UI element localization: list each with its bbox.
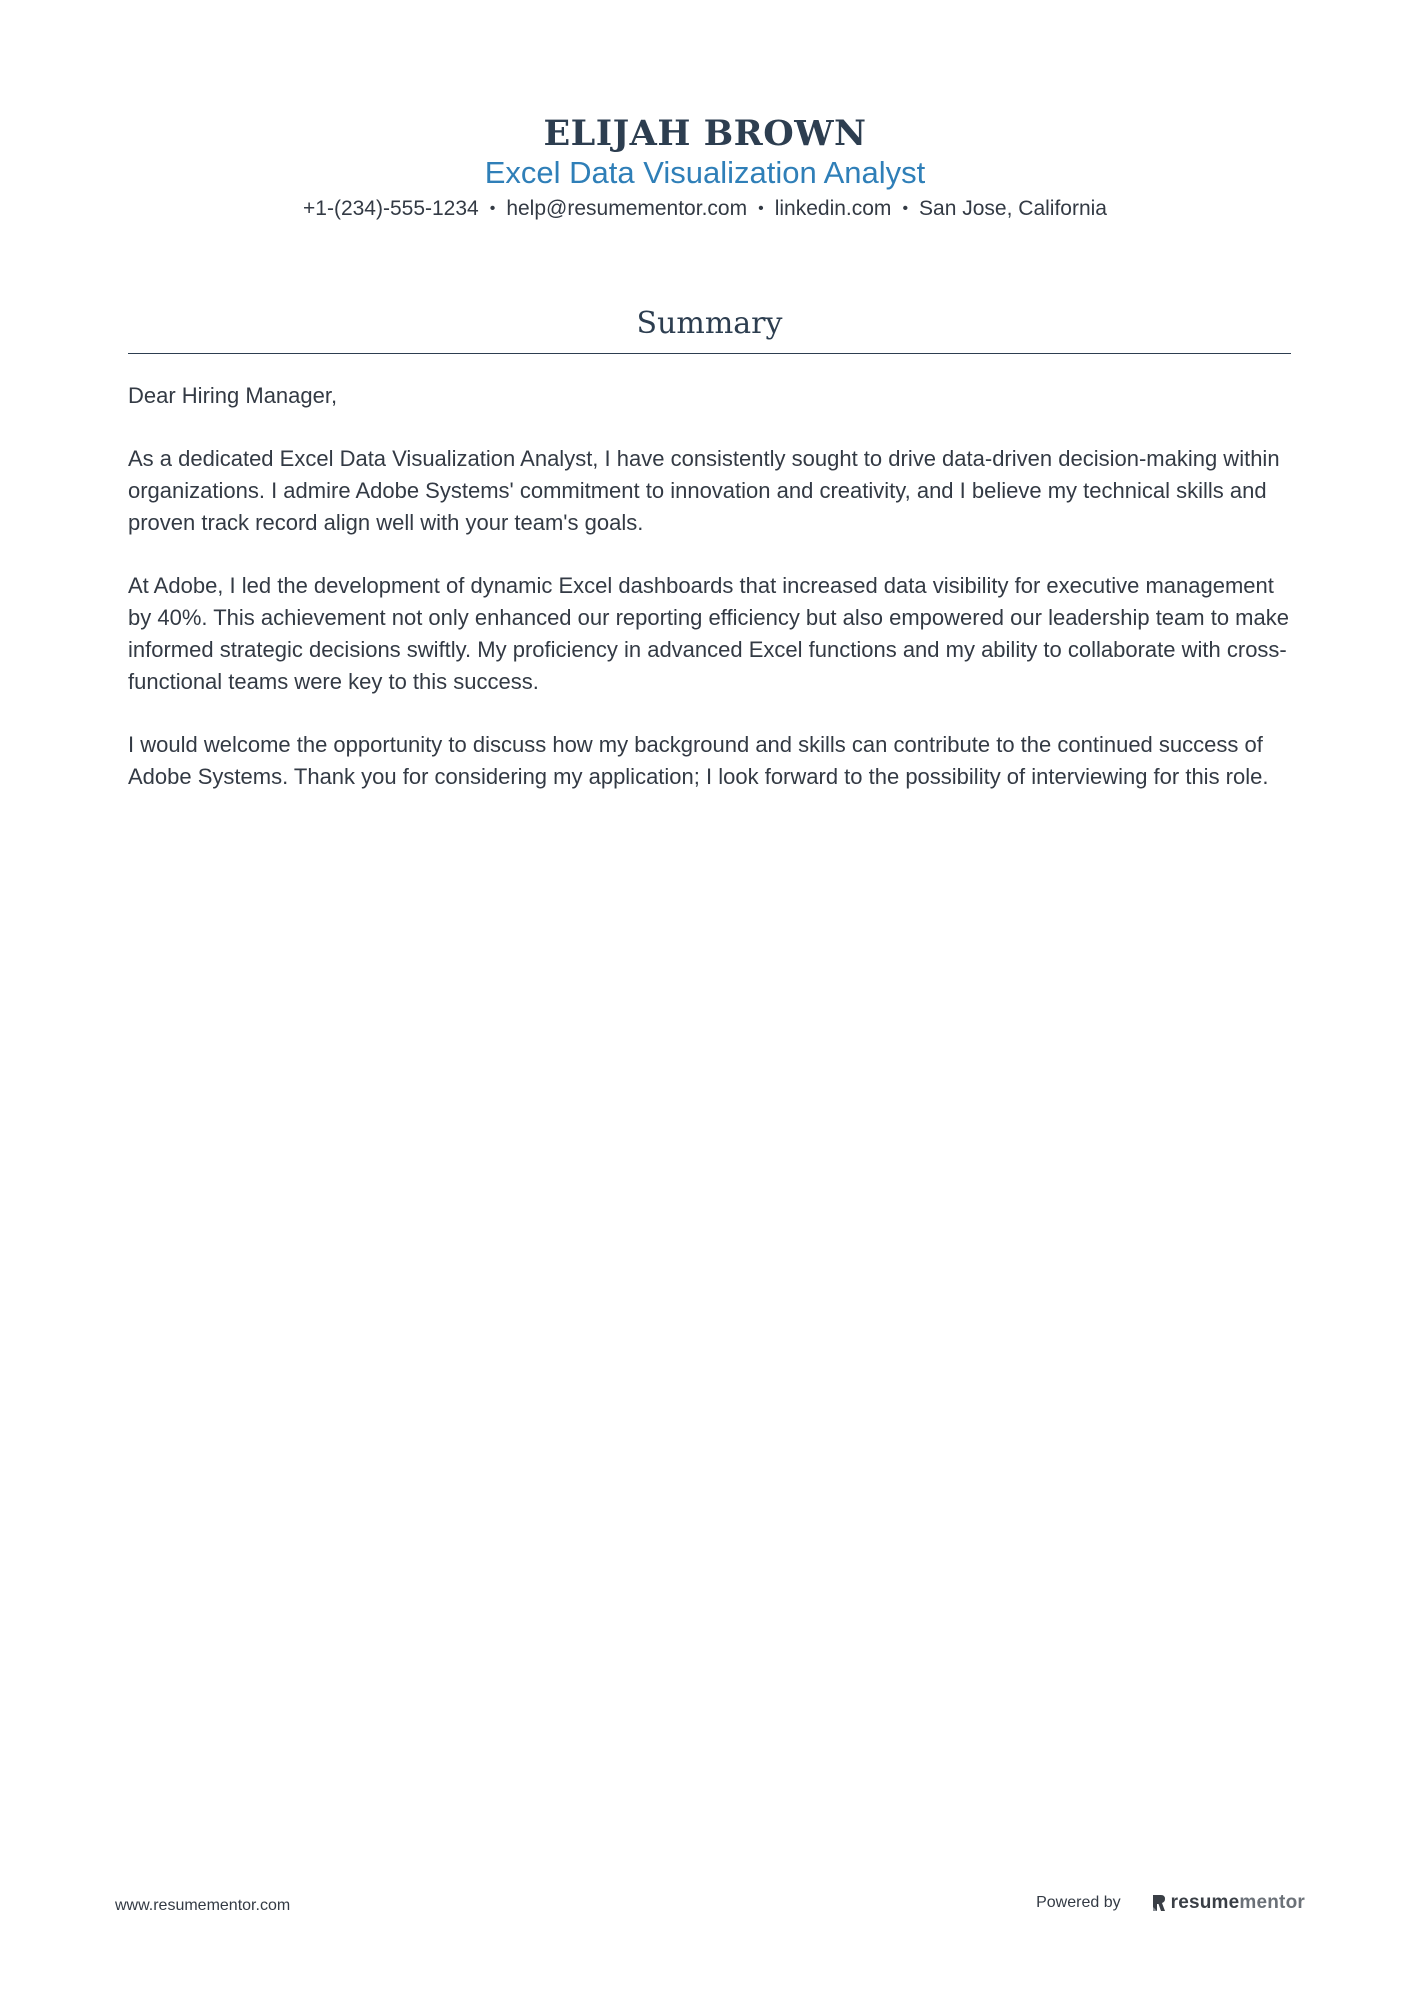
section-divider <box>128 353 1291 354</box>
letter-body <box>128 380 1294 824</box>
resumementor-logo-icon <box>1151 1893 1167 1913</box>
brand-name-part1: resume <box>1170 1892 1240 1913</box>
header <box>0 112 1410 222</box>
contact-separator: • <box>489 200 496 217</box>
body-paragraph: As a dedicated Excel Data Visualization Analyst, I have consistently sought to drive data-driven decision-making within organizations. I admire Adobe Systems' commitment to innovation and creativity, and I believe my technical skills and proven track record align well with your team's goals. <box>128 446 1280 535</box>
body-paragraph: At Adobe, I led the development of dynamic Excel dashboards that increased data visibility for executive management by 40%. This achievement not only enhanced our reporting efficiency but also empowered our leadership team to make informed strategic decisions swiftly. My proficiency in advanced Excel functions and my ability to collaborate with cross-functional teams were key to this success. <box>128 573 1289 694</box>
body-paragraph: I would welcome the opportunity to discuss how my background and skills can contribute to the continued success of Adobe Systems. Thank you for considering my application; I look forward to the possibility of interviewing for this role. <box>128 732 1269 789</box>
contact-linkedin[interactable]: linkedin.com <box>774 197 892 220</box>
brand-logo[interactable] <box>1151 1892 1305 1914</box>
footer-website[interactable]: www.resumementor.com <box>115 1897 291 1914</box>
footer-branding <box>1036 1892 1305 1914</box>
contact-phone: +1-(234)-555-1234 <box>303 197 479 220</box>
contact-separator: • <box>902 200 909 217</box>
candidate-name: ELIJAH BROWN <box>543 113 867 154</box>
contact-line <box>0 196 1410 222</box>
brand-name-part2: mentor <box>1239 1892 1305 1913</box>
contact-email[interactable]: help@resumementor.com <box>506 197 748 220</box>
contact-location: San Jose, California <box>919 197 1107 220</box>
section-heading-summary: Summary <box>636 306 783 341</box>
salutation: Dear Hiring Manager, <box>128 383 338 408</box>
job-title: Excel Data Visualization Analyst <box>484 155 926 190</box>
powered-by-label: Powered by <box>1036 1894 1121 1911</box>
contact-separator: • <box>758 200 764 217</box>
